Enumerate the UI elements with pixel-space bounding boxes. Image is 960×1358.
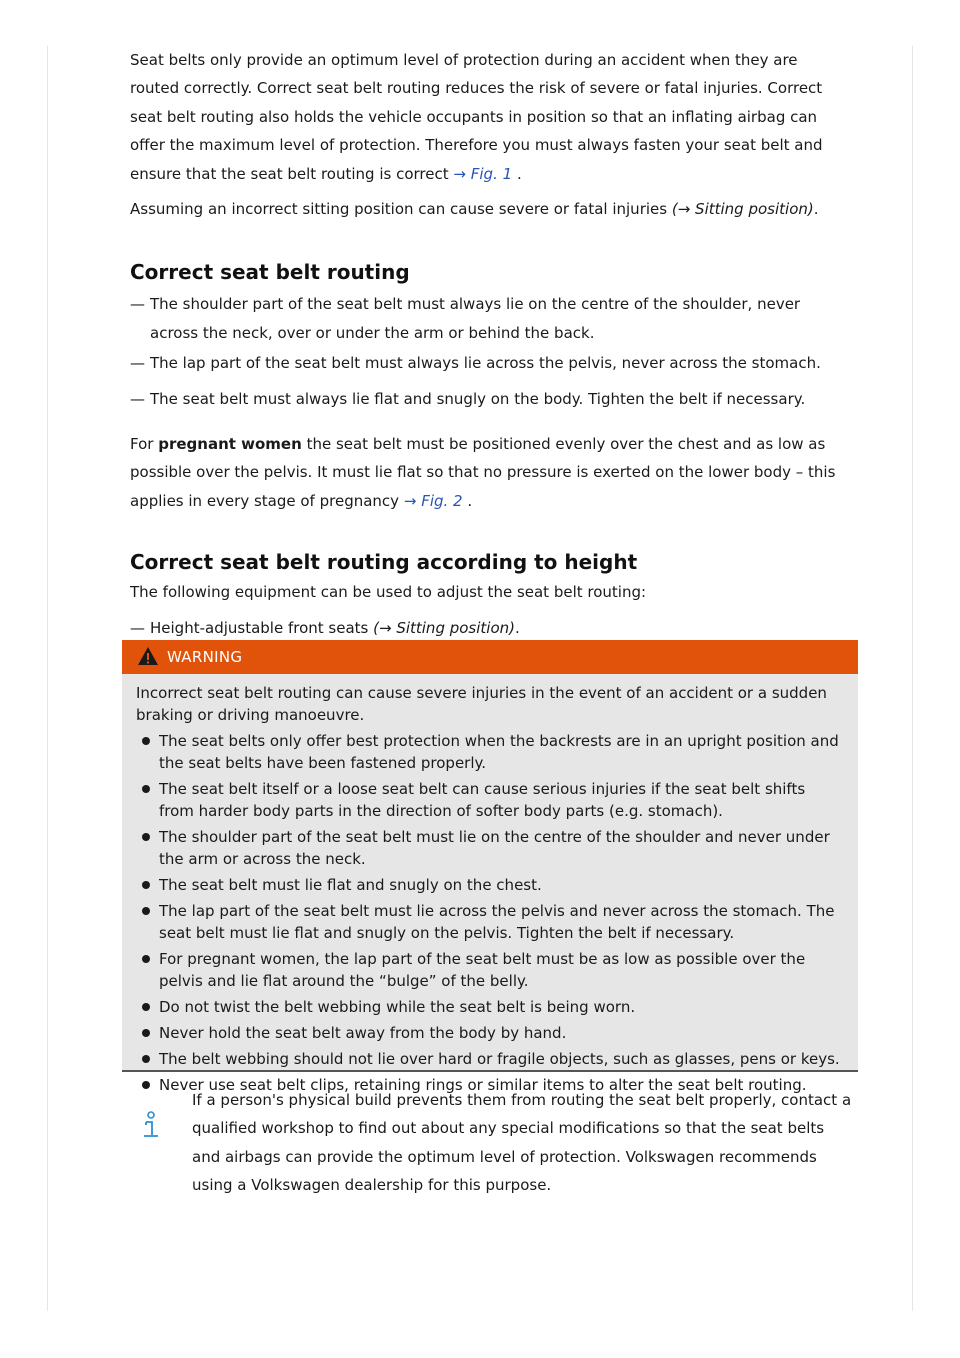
info-note <box>122 1086 858 1216</box>
warning-item: The shoulder part of the seat belt must lie on the centre of the shoulder and never under the arm or across the neck. <box>136 826 844 870</box>
warning-item: The seat belt must lie flat and snugly on the chest. <box>136 874 844 896</box>
warning-item: The seat belts only offer best protection when the backrests are in an upright position and the seat belts have been fastened properly. <box>136 730 844 774</box>
fig-1-link[interactable]: Fig. 1 <box>470 164 513 183</box>
warning-item: Never hold the seat belt away from the body by hand. <box>136 1022 844 1044</box>
warning-box <box>122 640 858 1094</box>
section-title-height: Correct seat belt routing according to height <box>130 550 638 575</box>
sitting-position-link[interactable]: (→ Sitting position) <box>373 618 515 637</box>
page-left-rule <box>47 46 48 1311</box>
arrow-icon: → <box>453 164 466 183</box>
pregnant-women-paragraph: For pregnant women the seat belt must be positioned evenly over the chest and as low as possible over the pelvis. It must lie flat so that no pressure is exerted on the lower body – this applies in every stage of pregnancy → Fig. 2 . <box>130 435 836 510</box>
sitting-position-paragraph: Assuming an incorrect sitting position can cause severe or fatal injuries (→ Sitting position). <box>130 200 819 219</box>
warning-item: The lap part of the seat belt must lie across the pelvis and never across the stomach. The seat belt must lie flat and snugly on the pelvis. Tighten the belt if necessary. <box>136 900 844 944</box>
warning-header <box>122 640 858 674</box>
document-body <box>130 46 850 642</box>
warning-item: Never use seat belt clips, retaining rings or similar items to alter the seat belt routing. <box>136 1074 844 1096</box>
list-item: — The seat belt must always lie flat and snugly on the body. Tighten the belt if necessary. <box>130 389 806 408</box>
warning-item: For pregnant women, the lap part of the seat belt must be as low as possible over the pelvis and lie flat around the “bulge” of the belly. <box>136 948 844 992</box>
warning-list <box>136 730 844 1096</box>
list-item: — The lap part of the seat belt must always lie across the pelvis, never across the stomach. <box>130 354 821 373</box>
warning-item: The belt webbing should not lie over hard or fragile objects, such as glasses, pens or keys. <box>136 1048 844 1070</box>
pregnant-women-term: pregnant women <box>158 435 302 454</box>
fig-2-link[interactable]: Fig. 2 <box>421 491 463 510</box>
intro-paragraph: Seat belts only provide an optimum level of protection during an accident when they are routed correctly. Correct seat belt routing reduces the risk of severe or fatal injuries. Correct seat belt routing also holds the vehicle occupants in position so that an inflating airbag can offer the maximum level of protection. Therefore you must always fasten your seat belt and ensure that the seat belt routing is correct → Fig. 1 . <box>130 51 823 183</box>
arrow-icon: → <box>403 491 417 510</box>
list-item: — The shoulder part of the seat belt must always lie on the centre of the shoulder, never across the neck, over or under the arm or behind the back. <box>130 295 801 342</box>
list-item: — Height-adjustable front seats (→ Sitting position). <box>130 618 520 637</box>
warning-intro: Incorrect seat belt routing can cause severe injuries in the event of an accident or a sudden braking or driving manoeuvre. <box>136 684 827 724</box>
page-right-rule <box>912 46 913 1311</box>
equipment-intro: The following equipment can be used to adjust the seat belt routing: <box>130 583 647 602</box>
sitting-position-link[interactable]: (→ Sitting position) <box>671 200 814 219</box>
info-icon <box>143 1111 159 1139</box>
warning-label: WARNING <box>167 648 243 666</box>
warning-item: Do not twist the belt webbing while the seat belt is being worn. <box>136 996 844 1018</box>
warning-item: The seat belt itself or a loose seat belt can cause serious injuries if the seat belt shifts from harder body parts in the direction of softer body parts (e.g. stomach). <box>136 778 844 822</box>
warning-icon <box>137 646 159 666</box>
info-text: If a person's physical build prevents them from routing the seat belt properly, contact a qualified workshop to find out about any special modifications so that the seat belts and airbags can provide the optimum level of protection. Volkswagen recommends using a Volkswagen dealership for this purpose. <box>192 1091 852 1195</box>
section-title-routing: Correct seat belt routing <box>130 260 410 285</box>
